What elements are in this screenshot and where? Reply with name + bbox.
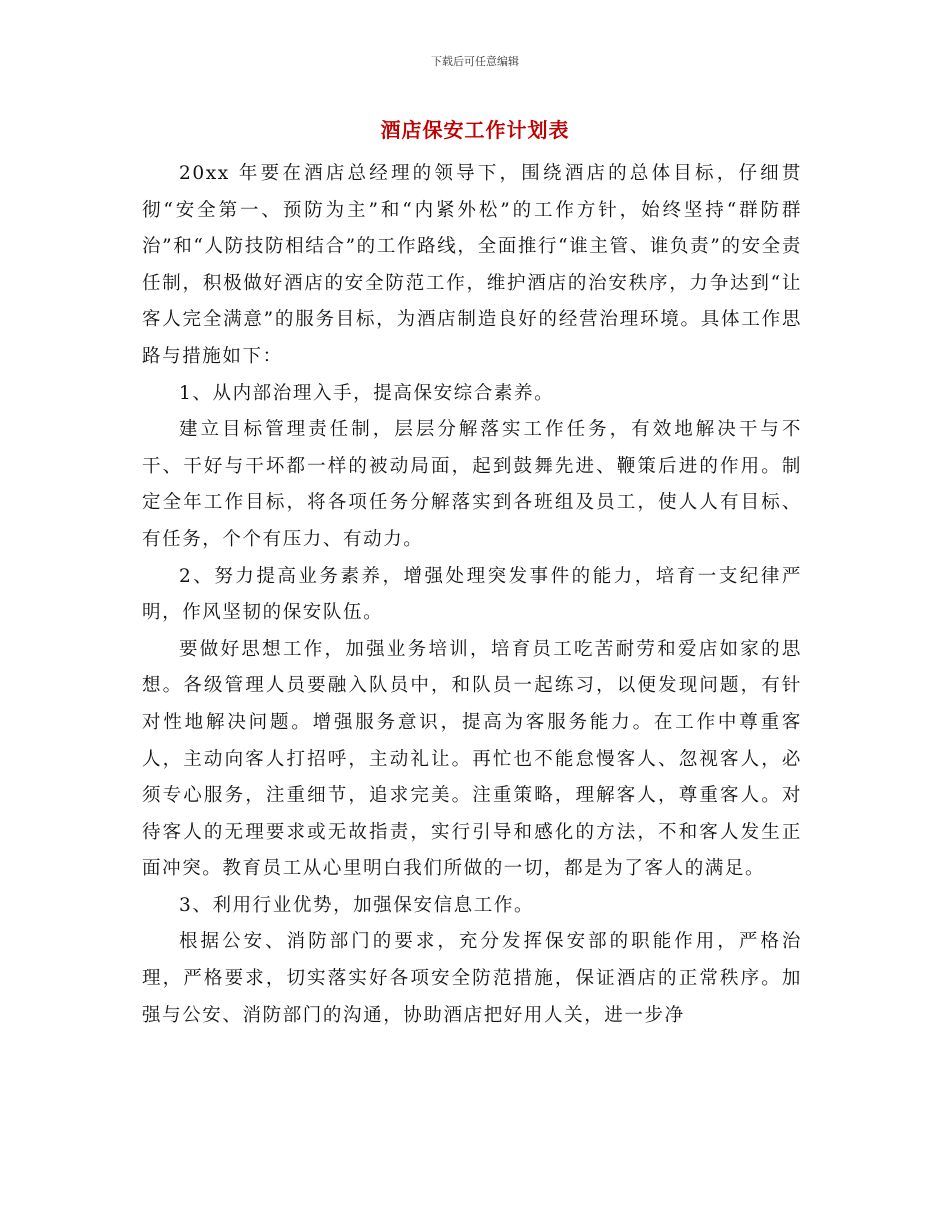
paragraph-body-2: 要做好思想工作，加强业务培训，培育员工吃苦耐劳和爱店如家的思想。各级管理人员要融入队员中，和队员一起练习，以便发现问题，有针对性地解决问题。增强服务意识，提高为客服务能力。在工作中尊重客人，主动向客人打招呼，主动礼让。再忙也不能怠慢客人、忽视客人，必须专心服务，注重细节，追求完美。注重策略，理解客人，尊重客人。对待客人的无理要求或无故指责，实行引导和感化的方法，不和客人发生正面冲突。教育员工从心里明白我们所做的一切，都是为了客人的满足。 [142,638,802,880]
paragraph-heading-1: 1、从内部治理入手，提高保安综合素养。 [179,382,555,404]
header-note: 下载后可任意编辑 [431,55,519,68]
document-title: 酒店保安工作计划表 [380,118,570,142]
paragraph-body-1: 建立目标管理责任制，层层分解落实工作任务，有效地解决干与不干、干好与干坏都一样的被动局面，起到鼓舞先进、鞭策后进的作用。制定全年工作目标，将各项任务分解落实到各班组及员工，使人人有目标、有任务，个个有压力、有动力。 [142,419,802,550]
paragraph-heading-2: 2、努力提高业务素养，增强处理突发事件的能力，培育一支纪律严明，作风坚韧的保安队伍。 [142,565,802,624]
paragraph-intro: 20xx 年要在酒店总经理的领导下，围绕酒店的总体目标，仔细贯彻“安全第一、预防为主”和“内紧外松”的工作方针，始终坚持“群防群治”和“人防技防相结合”的工作路线，全面推行“谁主管、谁负责”的安全责任制，积极做好酒店的安全防范工作，维护酒店的治安秩序，力争达到“让客人完全满意”的服务目标，为酒店制造良好的经营治理环境。具体工作思路与措施如下： [142,163,802,367]
document-body [142,156,802,1034]
paragraph-heading-3: 3、利用行业优势，加强保安信息工作。 [179,894,535,916]
paragraph-body-3: 根据公安、消防部门的要求，充分发挥保安部的职能作用，严格治理，严格要求，切实落实好各项安全防范措施，保证酒店的正常秩序。加强与公安、消防部门的沟通，协助酒店把好用人关，进一步净 [142,931,802,1026]
